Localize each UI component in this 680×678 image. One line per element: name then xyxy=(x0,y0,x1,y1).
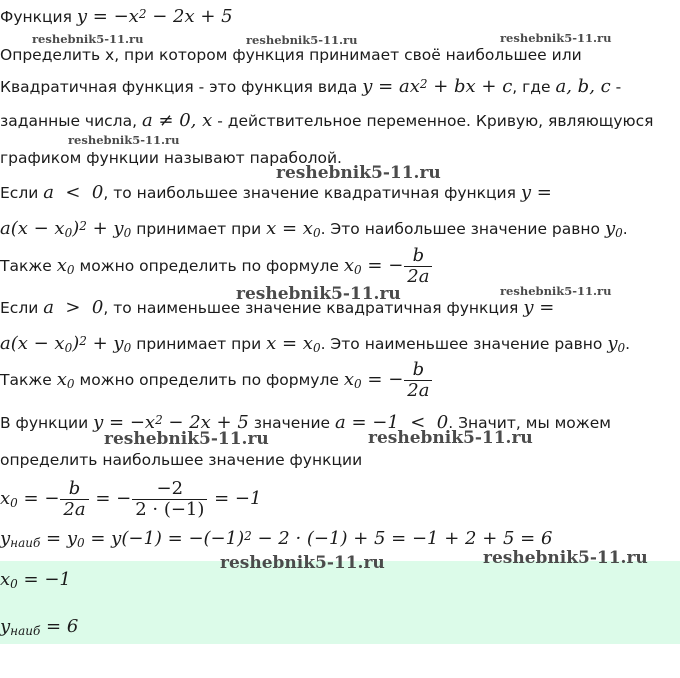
definition-variable: - действительное переменное. Кривую, являющуюся xyxy=(217,112,654,130)
pos-formula-line xyxy=(0,356,433,403)
pos-then: , то наименьшее значение квадратичная функция xyxy=(103,299,519,317)
answer-box xyxy=(0,561,680,644)
title-label: Функция xyxy=(0,8,72,26)
watermark: reshebnik5-11.ru xyxy=(483,548,648,568)
pos-takes: принимает при xyxy=(136,335,262,353)
watermark: reshebnik5-11.ru xyxy=(104,429,269,449)
definition-line-2 xyxy=(0,110,653,132)
neg-then: , то наибольшее значение квадратичная функция xyxy=(103,184,516,202)
neg-if: Если xyxy=(0,184,39,202)
watermark: reshebnik5-11.ru xyxy=(500,284,612,298)
a-value: a = −1 < 0 xyxy=(335,412,449,433)
x0-symbol: $x_0$ xyxy=(56,255,75,277)
neg-value: . Это наибольшее значение равно xyxy=(320,220,600,238)
y-equals-2: y = xyxy=(523,297,555,318)
task-line xyxy=(0,44,582,66)
in-function: В функции xyxy=(0,414,89,432)
x0-formula: $x_0$ = − $\frac{b}{2a}$ xyxy=(344,255,434,276)
watermark: reshebnik5-11.ru xyxy=(276,163,441,183)
ymax-calc: $y_{наиб} = y_0 = y(-1) = -(-1)^2 - 2 \cdot (-1) + 5 = -1 + 2 + 5 = 6$ xyxy=(0,528,553,550)
definition-line-1 xyxy=(0,76,621,99)
x-equals-x0: $x = x_0$ xyxy=(266,218,321,240)
determine-text: определить наибольшее значение функции xyxy=(0,451,363,469)
x0-formula-2: $x_0$ = − $\frac{b}{2a}$ xyxy=(344,369,434,390)
watermark: reshebnik5-11.ru xyxy=(246,33,358,47)
also-label-2: Также xyxy=(0,371,52,389)
neg-formula-line xyxy=(0,242,433,289)
x0-calc: $x_0$ = − $\frac{b}{2a}$ = − $\frac{-2}{2 \cdot (-1)}$ = −1 xyxy=(0,477,262,520)
value-word: значение xyxy=(253,414,331,432)
neg-case-line-1 xyxy=(0,182,552,204)
neg-takes: принимает при xyxy=(136,220,262,238)
y0-2: $y_0$ xyxy=(607,333,626,355)
x0-symbol-2: $x_0$ xyxy=(56,369,75,391)
definition-parabola: графиком функции называют параболой. xyxy=(0,149,342,167)
title-line xyxy=(0,6,233,29)
solution-line-2 xyxy=(0,449,362,471)
watermark: reshebnik5-11.ru xyxy=(236,284,401,304)
watermark: reshebnik5-11.ru xyxy=(68,133,180,147)
definition-numbers: заданные числа, xyxy=(0,112,138,130)
a-not-zero: a ≠ 0, x xyxy=(141,110,213,131)
answer-ymax: $y_{наиб} = 6$ xyxy=(0,616,79,638)
pos-if: Если xyxy=(0,299,39,317)
definition-text: Квадратичная функция - это функция вида xyxy=(0,78,358,96)
y-equals: y = xyxy=(520,182,552,203)
answer-x0: $x_0 = -1$ xyxy=(0,569,71,591)
definition-dash: - xyxy=(615,78,622,96)
coefficients: a, b, c xyxy=(555,76,611,97)
given-function: $y = -x^2 - 2x + 5$ xyxy=(93,412,249,433)
vertex-form: $a(x - x_0)^2 + y_0$ xyxy=(0,218,132,240)
formula-label: можно определить по формуле xyxy=(79,257,339,275)
watermark: reshebnik5-11.ru xyxy=(220,553,385,573)
task-text: Определить x, при котором функция принимает своё наибольшее или xyxy=(0,46,582,64)
x0-computation xyxy=(0,474,261,524)
so-text: . Значит, мы можем xyxy=(448,414,611,432)
neg-case-line-2: $a(x - x_0)^2 + y_0$ принимает при $x = x_0$. Это наибольшее значение равно $y_0$. xyxy=(0,218,628,240)
a-greater-zero: a > 0 xyxy=(43,297,104,318)
ymax-computation xyxy=(0,528,552,551)
formula-label-2: можно определить по формуле xyxy=(79,371,339,389)
a-less-zero: a < 0 xyxy=(43,182,104,203)
title-formula: $y = -x^2 - 2x + 5$ xyxy=(76,6,233,27)
watermark: reshebnik5-11.ru xyxy=(500,31,612,45)
watermark: reshebnik5-11.ru xyxy=(32,32,144,46)
quadratic-formula: $y = ax^2$ + bx + c xyxy=(362,76,513,97)
also-label: Также xyxy=(0,257,52,275)
definition-where: , где xyxy=(512,78,551,96)
pos-value: . Это наименьшее значение равно xyxy=(320,335,603,353)
pos-case-line-2: $a(x - x_0)^2 + y_0$ принимает при $x = x_0$. Это наименьшее значение равно $y_0$. xyxy=(0,333,631,355)
vertex-form-2: $a(x - x_0)^2 + y_0$ xyxy=(0,333,132,355)
x-equals-x0-2: $x = x_0$ xyxy=(266,333,321,355)
y0: $y_0$ xyxy=(604,218,623,240)
watermark: reshebnik5-11.ru xyxy=(368,428,533,448)
